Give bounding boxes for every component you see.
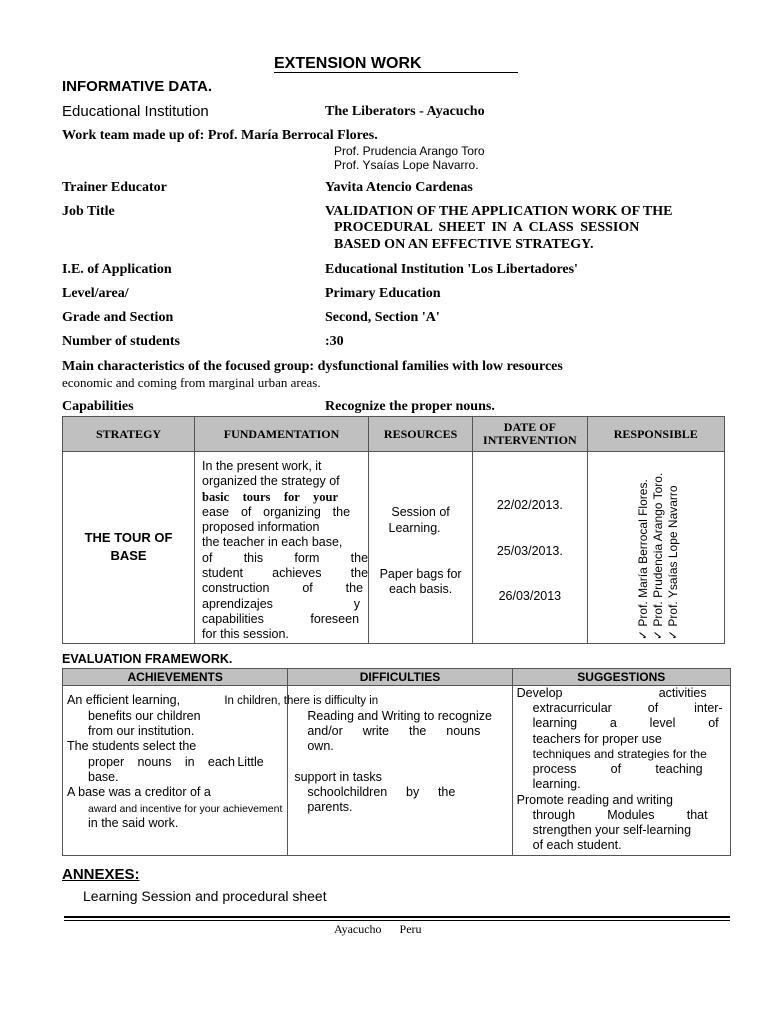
- responsible-name: Prof. María Berrocal Flores.: [635, 479, 650, 627]
- resource-line: Session of: [391, 505, 450, 519]
- responsible-entry: [651, 473, 665, 640]
- difficulties-cell: [224, 686, 512, 856]
- fundamentation-line: organized the strategy of: [202, 474, 340, 489]
- footer-city: Ayacucho: [334, 922, 382, 936]
- difficulty-line: schoolchildren by the: [307, 785, 456, 799]
- job-title-line: VALIDATION OF THE APPLICATION WORK OF THE: [325, 204, 673, 219]
- resource-line: Paper bags for: [379, 567, 462, 581]
- achievement-line: in the said work.: [88, 816, 179, 830]
- achievement-item: [67, 693, 180, 708]
- grade-label: Grade and Section: [62, 310, 174, 325]
- fundamentation-line: capabilities foreseen: [202, 611, 360, 626]
- level-value: Primary Education: [325, 286, 441, 301]
- difficulty-line: own.: [307, 739, 334, 753]
- difficulty-line: In children, there is difficulty in: [224, 695, 379, 707]
- suggestion-line: Promote reading and writing: [516, 793, 673, 807]
- achievement-line: award and incentive for your achievement: [88, 803, 283, 815]
- trainer-label: Trainer Educator: [62, 180, 167, 195]
- difficulty-item: [224, 695, 378, 707]
- strategy-table: [62, 416, 725, 644]
- grade-value: Second, Section 'A': [325, 310, 440, 325]
- header-date: DATE OF INTERVENTION: [473, 417, 587, 452]
- strategy-line: BASE: [110, 548, 147, 564]
- difficulty-line: and/or write the nouns: [307, 724, 481, 738]
- suggestion-line: strengthen your self-learning: [532, 823, 692, 837]
- work-team-label: Work team made up of: Prof. María Berrocal Flores.: [62, 128, 378, 143]
- responsible-entry: [636, 479, 650, 640]
- check-icon: ✓: [650, 629, 665, 640]
- job-title-label: Job Title: [62, 204, 115, 219]
- capabilities-value: Recognize the proper nouns.: [325, 399, 495, 414]
- resource-line: each basis.: [388, 582, 453, 596]
- header-difficulties: DIFFICULTIES: [288, 669, 512, 686]
- header-responsible: RESPONSIBLE: [587, 417, 724, 452]
- ie-application-label: I.E. of Application: [62, 262, 172, 277]
- header-resources: RESOURCES: [369, 417, 473, 452]
- suggestion-item: [517, 793, 673, 808]
- level-label: Level/area/: [62, 286, 129, 301]
- fundamentation-line: for this session.: [202, 627, 289, 642]
- responsible-name: Prof. Ysaías Lope Navarro: [665, 485, 680, 627]
- students-label: Number of students: [62, 334, 180, 349]
- job-title-line: PROCEDURAL SHEET IN A CLASS SESSION: [334, 220, 640, 235]
- date-value: 26/03/2013: [498, 589, 562, 603]
- footer-rule-thin: [64, 920, 730, 921]
- annex-item: [83, 888, 327, 904]
- work-team-member: Prof. Prudencia Arango Toro: [334, 144, 485, 158]
- title-underline: [274, 72, 518, 73]
- students-value: :30: [325, 334, 344, 349]
- annexes-heading: ANNEXES:: [62, 866, 140, 883]
- suggestion-line: Develop activities: [516, 686, 707, 700]
- work-team-member: Prof. Ysaías Lope Navarro.: [334, 158, 479, 172]
- suggestions-cell: [512, 686, 730, 856]
- strategy-cell: [63, 452, 195, 644]
- characteristics-line: economic and coming from marginal urban areas.: [62, 375, 321, 390]
- achievements-cell: [63, 686, 288, 856]
- strategy-line: THE TOUR OF: [84, 530, 173, 546]
- responsible-entry: [666, 485, 680, 640]
- achievement-item: [67, 739, 196, 754]
- suggestion-line: of each student.: [532, 838, 622, 852]
- page-title: EXTENSION WORK: [274, 55, 422, 72]
- fundamentation-line: student achieves the: [202, 566, 369, 581]
- footer-location: [334, 922, 422, 937]
- suggestion-line: learning.: [532, 777, 581, 791]
- difficulty-line: parents.: [307, 800, 353, 814]
- footer-country: Peru: [399, 922, 422, 936]
- achievement-item: [67, 785, 211, 800]
- difficulty-line: Little: [237, 755, 264, 769]
- evaluation-heading: EVALUATION FRAMEWORK.: [62, 652, 233, 666]
- characteristics-line: Main characteristics of the focused group: dysfunctional families with low resources: [62, 359, 563, 374]
- annex-item-label: Learning Session and procedural sheet: [83, 888, 327, 904]
- fundamentation-line: In the present work, it: [202, 459, 322, 473]
- institution-value: The Liberators - Ayacucho: [325, 104, 485, 119]
- header-suggestions: SUGGESTIONS: [512, 669, 730, 686]
- ie-application-value: Educational Institution 'Los Libertadores': [325, 262, 578, 277]
- fundamentation-line: aprendizajes y: [202, 596, 361, 611]
- suggestion-line: process of teaching: [532, 762, 703, 776]
- achievement-line: benefits our children: [88, 709, 201, 723]
- check-icon: ✓: [635, 629, 650, 640]
- fundamentation-line: construction of the: [202, 581, 364, 596]
- achievement-line: A base was a creditor of a: [67, 785, 211, 799]
- fundamentation-line: the teacher in each base,: [202, 535, 343, 550]
- suggestion-line: through Modules that: [532, 808, 708, 822]
- date-value: 22/02/2013.: [496, 498, 563, 512]
- suggestion-line: teachers for proper use: [532, 732, 662, 746]
- check-icon: ✓: [665, 629, 680, 640]
- fundamentation-line: proposed information: [202, 520, 320, 535]
- responsible-cell: [587, 452, 724, 644]
- suggestion-line: techniques and strategies for the: [532, 747, 707, 761]
- footer-rule: [64, 916, 730, 918]
- header-fundamentation: FUNDAMENTATION: [195, 417, 369, 452]
- informative-heading: INFORMATIVE DATA.: [62, 78, 212, 95]
- evaluation-table: [62, 668, 731, 856]
- suggestion-line: extracurricular of inter-: [532, 701, 723, 715]
- achievement-line: An efficient learning,: [67, 693, 181, 707]
- fundamentation-cell: [195, 452, 369, 644]
- fundamentation-line: basic tours for your: [202, 489, 339, 504]
- difficulty-line: support in tasks: [294, 770, 382, 784]
- header-strategy: STRATEGY: [63, 417, 195, 452]
- dates-cell: [473, 452, 587, 644]
- resource-line: Learning.: [388, 521, 441, 535]
- trainer-value: Yavita Atencio Cardenas: [325, 180, 473, 195]
- date-value: 25/03/2013.: [496, 544, 563, 558]
- job-title-line: BASED ON AN EFFECTIVE STRATEGY.: [334, 237, 594, 252]
- fundamentation-line: of this form the: [202, 550, 369, 565]
- achievement-line: The students select the: [67, 739, 197, 753]
- institution-label: Educational Institution: [62, 103, 209, 120]
- difficulty-item: [237, 755, 263, 770]
- suggestion-item: [517, 686, 707, 701]
- responsible-name: Prof. Prudencia Arango Toro.: [650, 472, 665, 627]
- achievement-line: proper nouns in each: [88, 755, 235, 769]
- capabilities-label: Capabilities: [62, 399, 134, 414]
- difficulty-line: Reading and Writing to recognize: [307, 709, 492, 723]
- header-achievements: ACHIEVEMENTS: [63, 669, 288, 686]
- resources-cell: [369, 452, 473, 644]
- fundamentation-line: ease of organizing the: [202, 504, 351, 519]
- achievement-line: base.: [88, 770, 119, 784]
- suggestion-line: learning a level of: [532, 716, 719, 730]
- achievement-line: from our institution.: [88, 724, 195, 738]
